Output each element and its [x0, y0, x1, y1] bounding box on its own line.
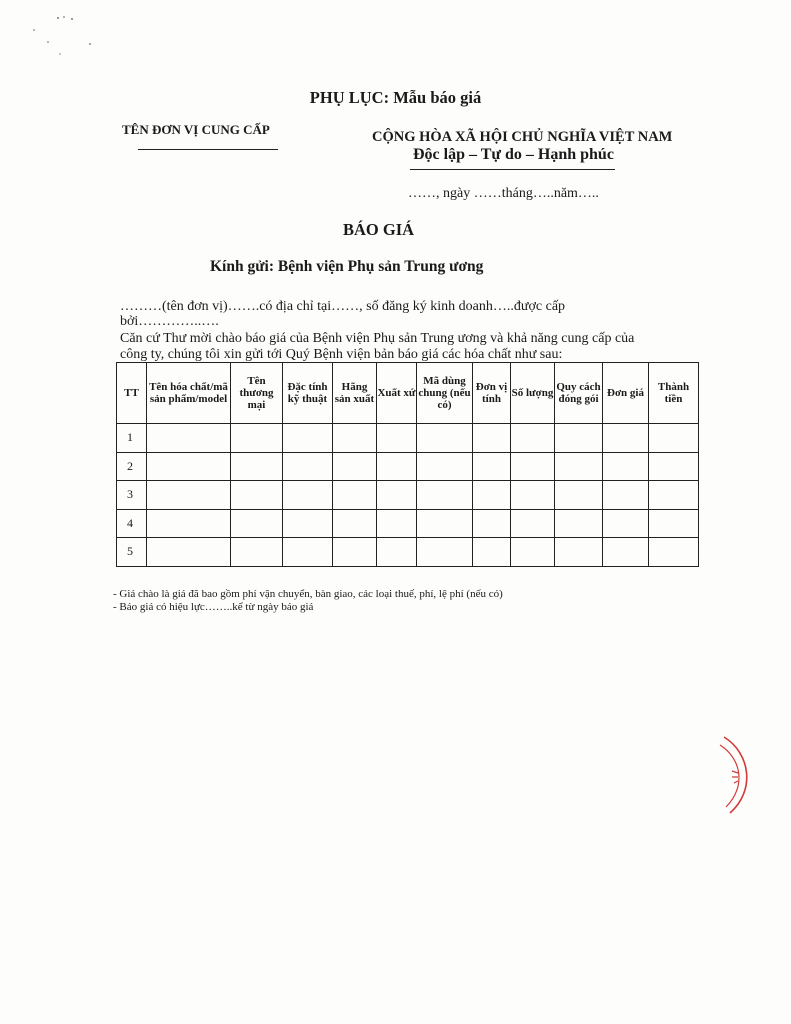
row-number: 1 — [117, 424, 147, 453]
quote-table — [116, 362, 699, 567]
table-cell — [147, 452, 231, 481]
table-header-row — [117, 363, 699, 424]
col-header-chemical-name: Tên hóa chất/mã sản phẩm/model — [147, 363, 231, 424]
table-cell — [603, 538, 649, 567]
table-cell — [417, 424, 473, 453]
col-header-specs: Đặc tính kỹ thuật — [283, 363, 333, 424]
table-row — [117, 481, 699, 510]
table-cell — [283, 481, 333, 510]
table-cell — [649, 509, 699, 538]
table-cell — [377, 452, 417, 481]
table-cell — [649, 538, 699, 567]
table-cell — [555, 452, 603, 481]
table-cell — [555, 509, 603, 538]
col-header-amount: Thành tiền — [649, 363, 699, 424]
table-cell — [377, 424, 417, 453]
supplier-underline — [138, 149, 278, 150]
table-cell — [283, 538, 333, 567]
table-cell — [603, 481, 649, 510]
intro-line-1: ………(tên đơn vị)…….có địa chỉ tại……, số đăng ký kinh doanh…..được cấp — [120, 299, 566, 314]
table-row — [117, 424, 699, 453]
intro-line-2: bởi…………..…. — [120, 314, 219, 329]
republic-heading: CỘNG HÒA XÃ HỘI CHỦ NGHĨA VIỆT NAM — [372, 129, 673, 145]
table-cell — [555, 424, 603, 453]
table-cell — [333, 509, 377, 538]
table-cell — [511, 452, 555, 481]
table-cell — [147, 481, 231, 510]
red-seal-fragment-icon — [716, 735, 756, 815]
scan-specks-icon — [28, 10, 98, 60]
table-cell — [649, 452, 699, 481]
col-header-unit: Đơn vị tính — [473, 363, 511, 424]
table-cell — [377, 481, 417, 510]
table-cell — [377, 538, 417, 567]
table-cell — [231, 538, 283, 567]
table-cell — [283, 452, 333, 481]
row-number: 2 — [117, 452, 147, 481]
table-cell — [147, 538, 231, 567]
table-cell — [473, 452, 511, 481]
table-cell — [417, 538, 473, 567]
col-header-origin: Xuất xứ — [377, 363, 417, 424]
table-cell — [473, 509, 511, 538]
table-cell — [333, 538, 377, 567]
table-cell — [417, 481, 473, 510]
table-cell — [603, 509, 649, 538]
intro-line-3: Căn cứ Thư mời chào báo giá của Bệnh viện Phụ sản Trung ương và khả năng cung cấp của — [120, 331, 635, 346]
table-row — [117, 452, 699, 481]
table-cell — [473, 424, 511, 453]
col-header-manufacturer: Hãng sản xuất — [333, 363, 377, 424]
table-cell — [511, 509, 555, 538]
table-cell — [649, 424, 699, 453]
table-cell — [333, 424, 377, 453]
motto: Độc lập – Tự do – Hạnh phúc — [413, 146, 614, 163]
table-row — [117, 509, 699, 538]
table-cell — [511, 538, 555, 567]
table-cell — [283, 424, 333, 453]
table-cell — [417, 509, 473, 538]
col-header-trade-name: Tên thương mại — [231, 363, 283, 424]
col-header-tt: TT — [117, 363, 147, 424]
table-cell — [511, 481, 555, 510]
table-cell — [603, 452, 649, 481]
table-cell — [473, 538, 511, 567]
row-number: 3 — [117, 481, 147, 510]
table-cell — [147, 424, 231, 453]
motto-underline — [410, 169, 615, 170]
table-cell — [333, 481, 377, 510]
date-line: ……, ngày ……tháng…..năm….. — [408, 186, 599, 201]
table-cell — [231, 424, 283, 453]
col-header-unit-price: Đơn giá — [603, 363, 649, 424]
table-cell — [511, 424, 555, 453]
table-cell — [555, 481, 603, 510]
appendix-title: PHỤ LỤC: Mẫu báo giá — [309, 88, 482, 107]
note-price: - Giá chào là giá đã bao gồm phí vận chuyển, bàn giao, các loại thuế, phí, lệ phí (nếu có) — [113, 588, 503, 600]
table-cell — [555, 538, 603, 567]
row-number: 5 — [117, 538, 147, 567]
table-cell — [231, 452, 283, 481]
table-cell — [417, 452, 473, 481]
table-cell — [377, 509, 417, 538]
table-cell — [649, 481, 699, 510]
document-title: BÁO GIÁ — [343, 220, 415, 239]
table-cell — [147, 509, 231, 538]
table-row — [117, 538, 699, 567]
col-header-packaging: Quy cách đóng gói — [555, 363, 603, 424]
table-cell — [231, 509, 283, 538]
col-header-common-code: Mã dùng chung (nếu có) — [417, 363, 473, 424]
addressee: Kính gửi: Bệnh viện Phụ sản Trung ương — [210, 258, 484, 275]
table-cell — [603, 424, 649, 453]
table-cell — [231, 481, 283, 510]
intro-line-4: công ty, chúng tôi xin gửi tới Quý Bệnh viện bản báo giá các hóa chất như sau: — [120, 347, 563, 362]
note-validity: - Báo giá có hiệu lực……..kể từ ngày báo giá — [113, 601, 314, 613]
table-cell — [473, 481, 511, 510]
table-cell — [333, 452, 377, 481]
supplier-heading: TÊN ĐƠN VỊ CUNG CẤP — [122, 122, 270, 137]
col-header-quantity: Số lượng — [511, 363, 555, 424]
table-cell — [283, 509, 333, 538]
row-number: 4 — [117, 509, 147, 538]
